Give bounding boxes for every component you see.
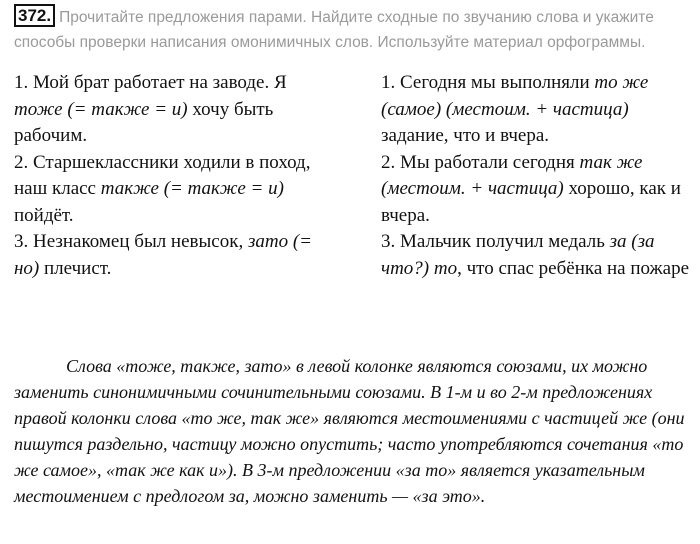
- left-sentence-3: 3. Незнакомец был невысок, зато (= но) плечист.: [14, 231, 312, 279]
- task-number-badge: 372.: [14, 4, 55, 27]
- italic-note: за (за что?): [381, 231, 655, 279]
- right-sentence-3: 3. Мальчик получил медаль за (за что?) то, что спас ребёнка на пожаре: [381, 231, 690, 279]
- task-instruction: [14, 4, 690, 55]
- left-column: [14, 70, 340, 282]
- left-sentence-1: 1. Мой брат работает на заводе. Я тоже (= также = и) хочу быть рабочим.: [14, 72, 287, 146]
- italic-note: то же (самое) (местоим. + частица): [381, 72, 649, 120]
- italic-note: то: [433, 257, 458, 279]
- italic-note: также (= также = и): [100, 178, 284, 199]
- italic-note: так же (местоим. + частица): [381, 151, 643, 199]
- right-sentence-2: 2. Мы работали сегодня так же (местоим. + частица) хорошо, как и вчера.: [381, 151, 681, 226]
- italic-note: зато (= но): [14, 231, 312, 279]
- task-text: Прочитайте предложения парами. Найдите сходные по звучанию слова и укажите способы проверки написания омонимичных слов. Используйте материал орфограммы.: [14, 9, 654, 51]
- explanation-paragraph: Слова «тоже, также, зато» в левой колонке являются союзами, их можно заменить синонимичными сочинительными союзами. В 1-м и во 2-м предложениях правой колонки слова «то же, так же» являются местоимениями с частицей же (они пишутся раздельно, частицу можно опустить; часто употребляются сочетания «то же самое», «так же как и»). В 3-м предложении «за то» является указательным местоимением с предлогом за, можно заменить — «за это».: [14, 356, 685, 506]
- right-column: [381, 70, 693, 282]
- italic-note: тоже (= также = и): [14, 98, 188, 120]
- left-sentence-2: 2. Старшеклассники ходили в поход, наш класс также (= также = и) пойдёт.: [14, 151, 311, 226]
- right-sentence-1: 1. Сегодня мы выполняли то же (самое) (местоим. + частица) задание, что и вчера.: [381, 72, 649, 146]
